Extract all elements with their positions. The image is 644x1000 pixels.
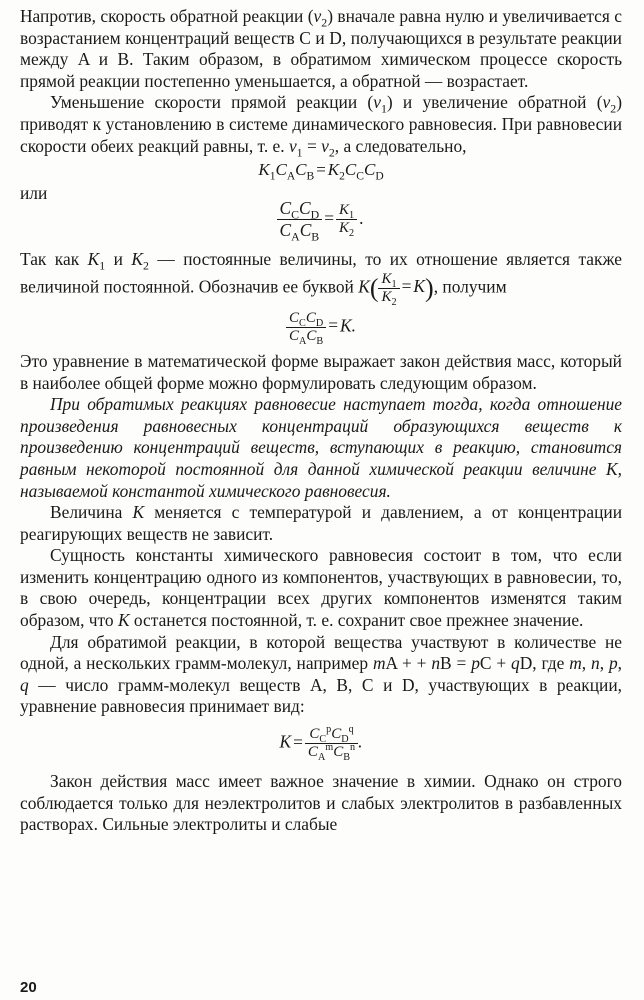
paragraph-2: Уменьшение скорости прямой реакции $(v_1)$ и увеличение обратной $(v_2)$ приводят к установлению в системе динамического равновесия. При равновесии скорости обеих реакций равны, т. е. $v_1 = v_2$, а следовательно, [20, 92, 622, 160]
paragraph-8: Сущность константы химического равновесия состоит в том, что если изменить концентрацию одного из компонентов, участвующих в равновесии, то, в свою очередь, концентрации всех других компонентов изменятся таким образом, что K останется постоянной, т. е. сохранит свое прежнее значение. [20, 545, 622, 631]
page-number: 20 [20, 979, 37, 996]
paragraph-6-definition: При обратимых реакциях равновесие наступает тогда, когда отношение произведения равновесных концентраций образующихся веществ к произведению концентраций веществ, вступающих в реакцию, становится равным некоторой постоянной для данной химической реакции величине K, называемой константой химического равновесия. [20, 394, 622, 501]
equation-4: K = $\frac{C_C^pC_D^q}{C_A^mC_B^n}$ . [279, 724, 363, 764]
paragraph-9: Для обратимой реакции, в которой вещества участвуют в количестве не одной, а нескольких грамм-молекул, например mA + + nB = pC + qD, где m, n, p, q — число грамм-молекул веществ A, B, C и D, участвующих в реакции, уравнение равновесия принимает вид: [20, 631, 622, 717]
equation-3: $\frac{C_CC_D}{C_AC_B}$ = K. [20, 310, 622, 345]
word-or: или [20, 182, 48, 203]
paragraph-1: Напротив, скорость обратной реакции $(v_2)$ вначале равна нулю и увеличивается с возрастанием концентраций веществ C и D, получающихся в результате реакции между A и B. Таким образом, в обратимом химическом процессе скорость прямой реакции постепенно уменьшается, а обратной — возрастает. [20, 6, 622, 91]
paragraph-10: Закон действия масс имеет важное значение в химии. Однако он строго соблюдается только для неэлектролитов и слабых электролитов в разбавленных растворах. Сильные электролиты и слабые [20, 771, 622, 835]
paragraph-4: Так как $K_1$ и $K_2$ — постоянные величины, то их отношение является также величиной постоянной. Обозначив ее буквой K( $\frac{K_1}{K_2}$ = K), получим [20, 249, 622, 308]
paragraph-5: Это уравнение в математической форме выражает закон действия масс, который в наиболее общей форме можно формулировать следующим образом. [20, 350, 622, 393]
paragraph-7: Величина K меняется с температурой и давлением, а от концентрации реагирующих веществ не зависит. [20, 502, 622, 544]
equation-1: $K_1C_AC_B = K_2C_CC_D$ [258, 160, 384, 183]
page-content [20, 6, 622, 836]
equation-2: $\frac{C_CC_D}{C_AC_B}$ = $\frac{K_1}{K_2}$ . [20, 198, 622, 241]
